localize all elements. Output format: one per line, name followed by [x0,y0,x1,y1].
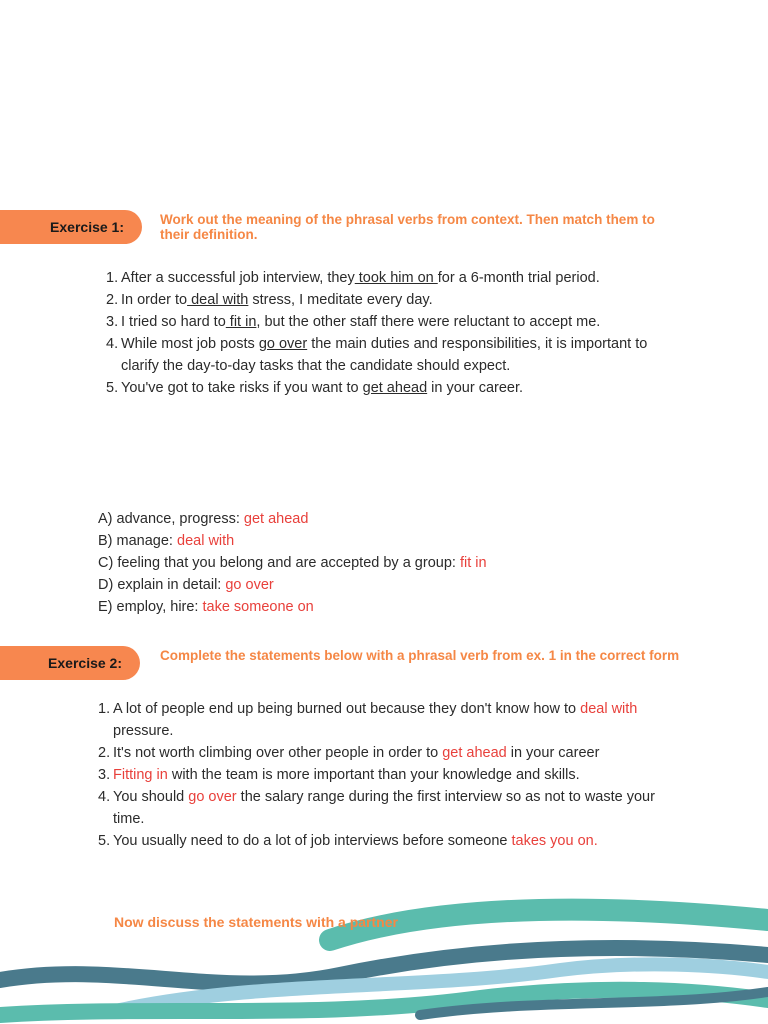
answer: fit in [459,555,487,571]
list-item: 5. You've got to take risks if you want to get ahead in your career. [106,380,524,396]
answer: take someone on [202,599,314,615]
answer: deal with [177,533,235,549]
definition-item: C) feeling that you belong and are accepted by a group: fit in [98,555,487,571]
phrasal-verb: took him on [354,270,438,286]
answer: get ahead [442,745,507,761]
list-item: 4. While most job posts go over the main duties and responsibilities, it is important to clarify the day-to-day tasks that the candidate should expect. [106,336,648,374]
definition-item: D) explain in detail: go over [98,577,274,593]
list-item: 3. I tried so hard to fit in, but the other staff there were reluctant to accept me. [106,314,601,330]
phrasal-verb: deal with [187,292,249,308]
list-item: 3. Fitting in with the team is more important than your knowledge and skills. [98,767,580,783]
list-item: 2. In order to deal with stress, I meditate every day. [106,292,433,308]
exercise-1-label: Exercise 1: [50,219,124,235]
exercise-1-list [96,267,676,399]
phrasal-verb: get ahead [362,380,428,396]
exercise-2-list [88,698,668,852]
phrasal-verb: go over [258,336,308,352]
answer: go over [225,577,274,593]
definitions-list [98,508,487,618]
exercise-2-instruction: Complete the statements below with a phrasal verb from ex. 1 in the correct form [160,648,680,663]
exercise-1-instruction: Work out the meaning of the phrasal verbs from context. Then match them to their definition. [160,212,655,242]
list-item: 4. You should go over the salary range during the first interview so as not to waste your time. [98,789,655,827]
list-item: 5. You usually need to do a lot of job interviews before someone takes you on. [98,833,598,849]
definition-item: B) manage: deal with [98,533,235,549]
exercise-2-label: Exercise 2: [48,655,122,671]
definition-item: E) employ, hire: take someone on [98,599,314,615]
list-item: 1. After a successful job interview, they took him on for a 6-month trial period. [106,270,600,286]
answer: go over [188,789,237,805]
answer: deal with [580,701,638,717]
list-item: 2. It's not worth climbing over other people in order to get ahead in your career [98,745,600,761]
phrasal-verb: fit in [225,314,257,330]
answer: Fitting in [113,767,168,783]
exercise-1-tab [0,210,142,244]
list-item: 1. A lot of people end up being burned out because they don't know how to deal with pressure. [98,701,638,739]
decorative-wave-strokes [0,880,768,1024]
exercise-2-tab [0,646,140,680]
definition-item: A) advance, progress: get ahead [98,511,309,527]
discuss-prompt: Now discuss the statements with a partner [114,914,398,930]
answer: get ahead [243,511,309,527]
answer: takes you on. [511,833,598,849]
